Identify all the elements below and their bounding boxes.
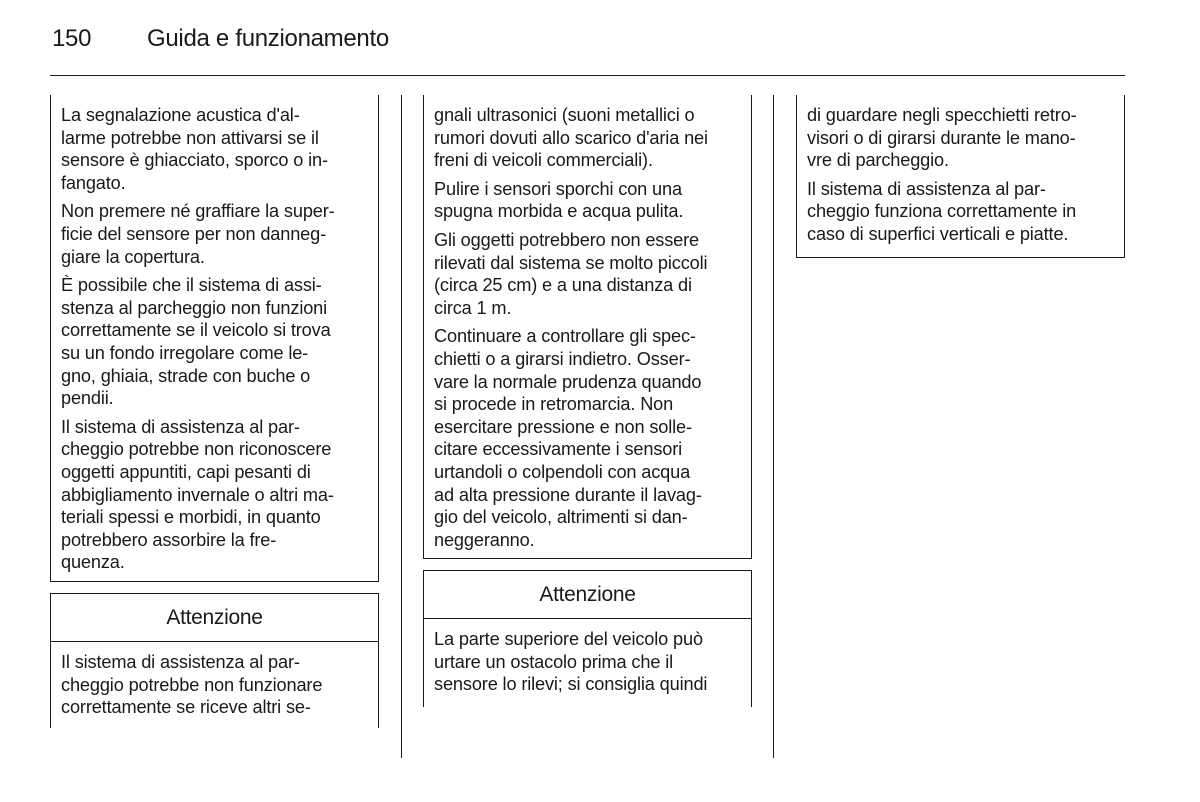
column-1-notice-box xyxy=(50,95,379,582)
page-number: 150 xyxy=(52,25,92,52)
notice-paragraph: Il sistema di assistenza al par- cheggio funziona correttamente in caso di superfici verticali e piatte. xyxy=(807,178,1077,244)
warning-title: Attenzione xyxy=(51,594,378,642)
warning-text: Il sistema di assistenza al par- cheggio potrebbe non funzionare correttamente se riceve altri se- xyxy=(61,652,323,718)
column-1-warning-box xyxy=(50,593,379,728)
notice-paragraph: Pulire i sensori sporchi con una spugna morbida e acqua pulita. xyxy=(434,178,684,222)
warning-title: Attenzione xyxy=(424,571,751,619)
column-2-warning-box xyxy=(423,570,752,707)
notice-paragraph: Il sistema di assistenza al par- cheggio potrebbe non riconoscere oggetti appuntiti, capi pesanti di abbigliamento invernale o altri ma- teriali spessi e morbidi, in quanto potrebbero assorbire la fre- quenza. xyxy=(61,416,334,573)
page-title: Guida e funzionamento xyxy=(147,25,389,52)
warning-text: La parte superiore del veicolo può urtare un ostacolo prima che il sensore lo rilevi; si consiglia quindi xyxy=(434,629,708,695)
notice-paragraph: gnali ultrasonici (suoni metallici o rumori dovuti allo scarico d'aria nei freni di veicoli commerciali). xyxy=(434,105,708,171)
column-3-notice-box xyxy=(796,95,1125,258)
notice-paragraph: Continuare a controllare gli spec- chietti o a girarsi indietro. Osser- vare la normale prudenza quando si procede in retromarcia. Non esercitare pressione e non solle- citare eccessivamente i sensori urtandoli o colpendoli con acqua ad alta pressione durante il lavag- gio del veicolo, altrimenti si dan- neggeranno. xyxy=(434,326,702,550)
notice-paragraph: La segnalazione acustica d'al- larme potrebbe non attivarsi se il sensore è ghiacciato, sporco o in- fangato. xyxy=(61,105,328,193)
notice-paragraph: Gli oggetti potrebbero non essere rilevati dal sistema se molto piccoli (circa 25 cm) e a una distanza di circa 1 m. xyxy=(434,229,708,318)
notice-paragraph: di guardare negli specchietti retro- visori o di girarsi durante le mano- vre di parcheggio. xyxy=(807,105,1077,171)
column-divider-1 xyxy=(401,95,402,758)
column-2-notice-box xyxy=(423,95,752,559)
header-rule xyxy=(50,75,1125,76)
notice-paragraph: Non premere né graffiare la super- ficie del sensore per non danneg- giare la copertura. xyxy=(61,201,335,267)
notice-paragraph: È possibile che il sistema di assi- stenza al parcheggio non funzioni correttamente se il veicolo si trova su un fondo irregolare come le- gno, ghiaia, strade con buche o pendii. xyxy=(61,275,331,409)
column-divider-2 xyxy=(773,95,774,758)
